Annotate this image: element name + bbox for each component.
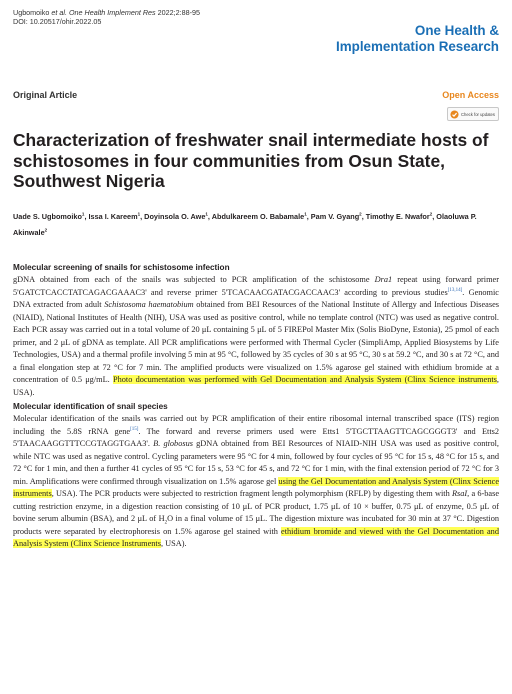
citation-header [13,8,200,26]
author[interactable]: Olaoluwa P. Akinwale$^2$ [13,212,477,237]
citation-author: Ugbomoiko [13,8,52,17]
article-title: Characterization of freshwater snail intermediate hosts of schistosomes in four communities from Osun State, Southwest Nigeria [13,130,489,191]
citation-etal: et al. [51,8,67,17]
journal-name [336,23,499,55]
article-body [13,262,499,553]
doi-line[interactable]: DOI: 10.20517/ohir.2022.05 [13,17,102,26]
citation-journal: One Health Implement Res [66,8,156,17]
highlight: ethidium bromide and viewed with the Gel Documentation and Analysis System (Clinx Science Instruments [13,526,499,548]
journal-name-line1: One Health & [414,23,499,38]
author[interactable]: Uade S. Ugbomoiko$^1$, [13,212,89,222]
citation-line [13,8,200,17]
author-list [13,208,503,239]
section-heading-molecular-identification: Molecular identification of snail species [13,402,168,411]
citation-ref[interactable]: [13,14] [447,287,463,293]
citation-ref[interactable]: [15] [130,426,139,432]
citation-volume: 2022;2:88-95 [155,8,201,17]
author[interactable]: Abdulkareem O. Babamale$^1$, [211,212,311,222]
article-type: Original Article [13,90,78,100]
author[interactable]: Issa I. Kareem$^1$, [88,212,145,222]
check-updates-label: Check for updates [461,111,495,117]
journal-name-line2: Implementation Research [336,39,499,54]
author[interactable]: Pam V. Gyang$^2$, [310,212,366,222]
section-heading-molecular-screening: Molecular screening of snails for schistosome infection [13,263,230,272]
check-updates-icon [450,110,459,119]
paragraph-molecular-screening: gDNA obtained from each of the snails was subjected to PCR amplification of the schistosome Dra1 repeat using forward primer 5'GATCTCACCTATCAGACGAAAC3' and reverse primer 5'TCACAACGATACGACCAAC3' according to previous studies[13,14]. Genomic DNA extracted from adult Schistosoma haematobium obtained from BEI Resources of the National Institute of Allergy and Infectious Diseases (NIAID), National Institutes of Health (NIH), USA was used as positive control, while no template control (NTC) was used as negative control. Each PCR assay was carried out in a total volume of 20 μL containing 5 μL of 5 FIREPol Master Mix (Solis BioDyne, Estonia), 25 pmol of each primer, and 2 μL of gDNA as template. All PCR amplifications were performed with Thermal Cycler (SimpliAmp, Applied Biosystems by Life Technologies, USA) and a thermal profile involving 5 min at 95 °C, followed by 35 cycles of 30 s at 95 °C, 30 s at 59.2 °C, and 30 s at 72 °C, and a final elongation step at 72 °C for 7 min. The amplified products were visualized on 1.5% agarose gel stained with ethidium bromide at a concentration of 0.5 μg/mL. Photo documentation was performed with Gel Documentation and Analysis System (Clinx Science instruments, USA). [13,275,499,397]
author[interactable]: Doyinsola O. Awe$^1$, [144,212,212,222]
highlight: Photo documentation was performed with Gel Documentation and Analysis System (Clinx Science instruments [113,375,497,384]
paragraph-molecular-identification: Molecular identification of the snails was carried out by PCR amplification of their entire ribosomal internal transcribed space (ITS) region including the 5.8S rRNA gene[15]. The forward and reverse primers used were Etts1 5'TGCTTAAGTTCAGCGGGT3' and Etts2 5'TAACAAGGTTTCCGTAGGTGAA3'. B. globosus gDNA obtained from BEI Resources of NIAID-NIH USA was used as positive control, while NTC was used as negative control. Cycling parameters were 95 °C for 4 min, followed by four cycles of 95 °C for 15 s, 48 °C for 15 s, and 72 °C for 1 min, and then a further 41 cycles of 95 °C for 15 s, 53 °C for 45 s, and 72 °C for 1 min, with the final extension period of 72 °C for 3 min. Amplifications were confirmed through visualization on 1.5% agarose gel using the Gel Documentation and Analysis System (Clinx Science instruments, USA). The PCR products were subjected to restriction fragment length polymorphism (RFLP) by digesting them with RsaI, a 6-base cutting restriction enzyme, in a digestion reaction consisting of 10 μL of PCR product, 1.75 μL of 10 × buffer, 0.75 μL of enzyme, 0.5 μL of bovine serum albumin (BSA), and 2 μL of $H_2O$ in a final volume of 15 μL. The digestion mixture was incubated for 30 min at 37 °C. Digestion products were separated by electrophoresis on 1.5% agarose gel stained with ethidium bromide and viewed with the Gel Documentation and Analysis System (Clinx Science Instruments, USA). [13,414,500,548]
open-access-label: Open Access [442,90,499,100]
check-for-updates-button[interactable] [447,107,499,121]
author[interactable]: Timothy E. Nwafor$^2$, [365,212,437,222]
highlight: using the Gel Documentation and Analysis System (Clinx Science instruments [13,476,500,498]
